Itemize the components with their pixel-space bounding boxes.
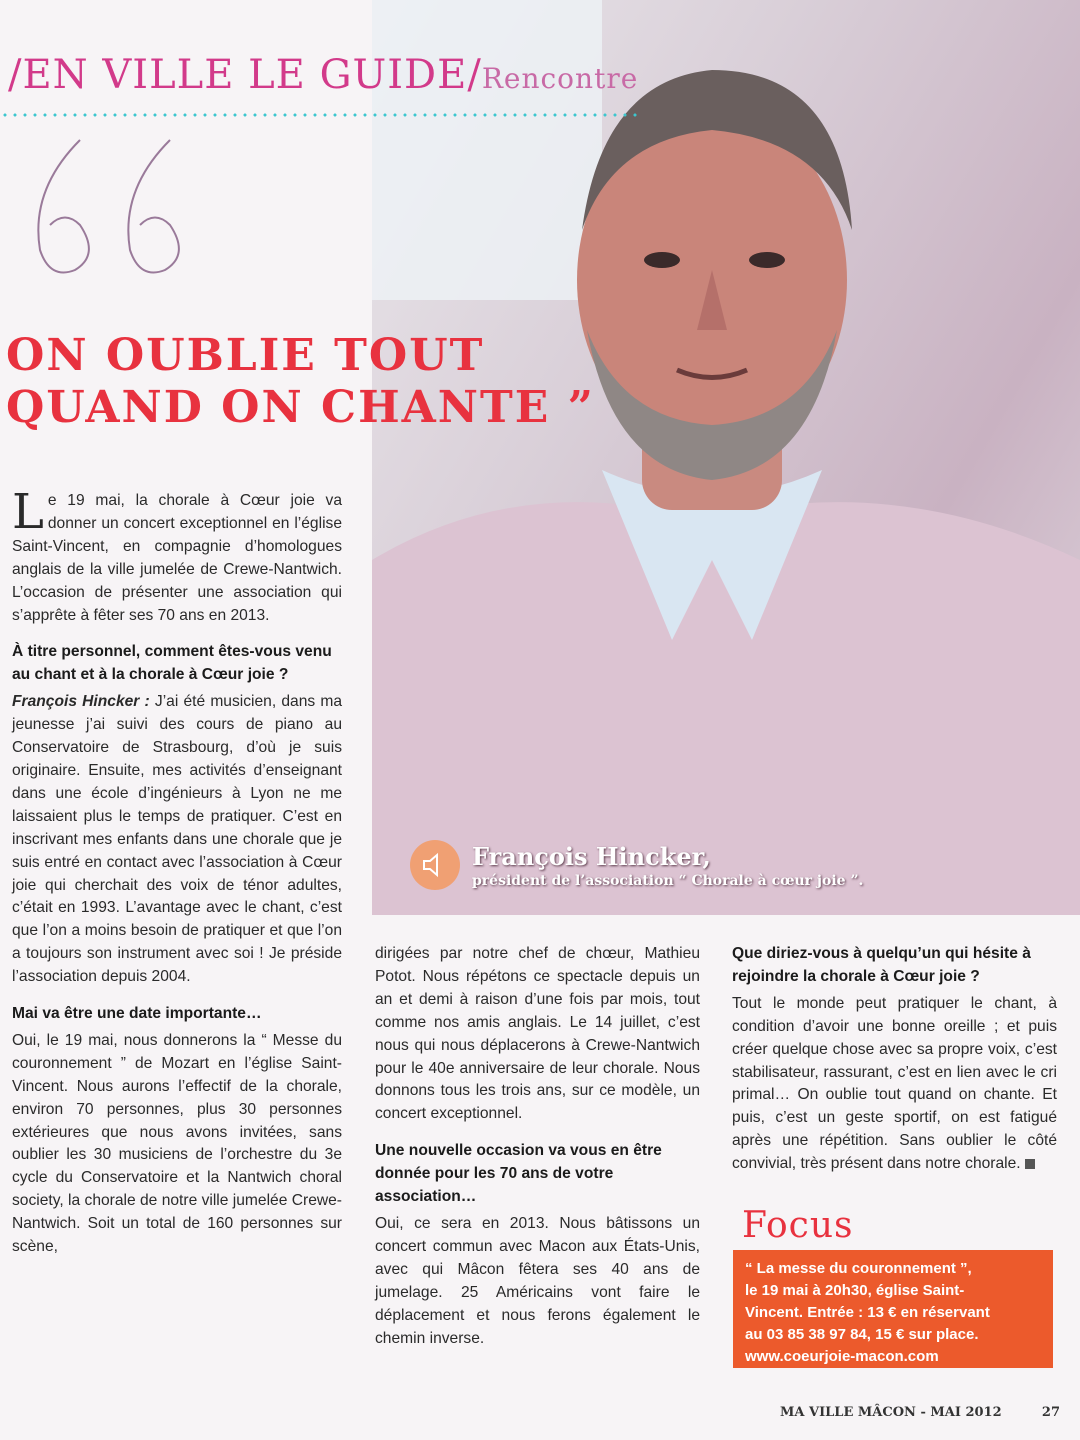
section-title: /EN VILLE LE GUIDE/ [8,52,482,98]
page-number: 27 [1041,1405,1060,1420]
caption-role: président de l’association “ Chorale à cœur joie ”. [472,873,864,889]
section-subtitle: Rencontre [481,62,639,95]
speaker-name: François Hincker : [12,693,150,711]
focus-website-link[interactable]: www.coeurjoie-macon.com [745,1348,939,1365]
focus-line: au 03 85 38 97 84, 15 € sur place. [745,1326,979,1343]
answer-1 [12,691,342,989]
answer-3: Oui, ce sera en 2013. Nous bâtissons un concert commun avec Macon aux États-Unis, avec qui Mâcon fêtera ses 40 ans de jumelage. 25 Américains vont faire le déplacement et nous ferons également le chemin inverse. [375,1214,700,1347]
answer-1-text: J’ai été musicien, dans ma jeunesse j’ai suivi des cours de piano au Conservatoire de Strasbourg, d’où je suis originaire. Ensuite, mes activités d’enseignant dans une école d’ingénieurs à Lyon ne me laissaient plus le temps de pratiquer. C’est en inscrivant mes enfants dans une chorale que je suis entré en contact avec l’association à Cœur joie qui cherchait des voix de ténor adultes, c’était en 1993. L’avantage avec le chant, c’est que l’on a moins besoin de pratiquer et que l’on a toujours son instrument avec soi ! Je préside l’association depuis 2004. [12,693,342,986]
magazine-name: MA VILLE MÂCON - MAI 2012 [780,1405,1002,1420]
portrait-photo [372,0,1080,915]
article-column-3 [732,943,1057,1190]
headline-line-1: ON OUBLIE TOUT [6,330,485,381]
question-3: Une nouvelle occasion va vous en être donnée pour les 70 ans de votre association… [375,1142,662,1206]
answer-2-part-1: Oui, le 19 mai, nous donnerons la “ Messe du couronnement ” de Mozart en l’église Saint-Vincent. Nous aurons l’effectif de la chorale, environ 70 personnes, plus 30 personnes extérieures que nous avons invitées, sans oublier les 30 musiciens de l’orchestre du 3e cycle du Conservatoire et la Nantwich choral society, la chorale de notre ville jumelée Crewe-Nantwich. Soit un total de 160 personnes sur scène, [12,1031,342,1256]
speaker-icon [410,840,460,890]
opening-quote-icon [20,130,200,290]
portrait-illustration [372,0,1080,915]
intro-text: e 19 mai, la chorale à Cœur joie va donner un concert exceptionnel en l’église Saint-Vincent, en compagnie d’homologues anglais de la ville jumelée de Crewe-Nantwich. L’occasion de présenter une association qui s’apprête à fêter ses 70 ans en 2013. [12,492,342,624]
section-header [8,52,638,98]
headline-line-2: QUAND ON CHANTE ” [6,382,595,433]
focus-title: Focus [742,1205,854,1246]
focus-line: le 19 mai à 20h30, église Saint- [745,1282,965,1299]
focus-line: “ La messe du couronnement ”, [745,1260,972,1277]
focus-line: Vincent. Entrée : 13 € en réservant [745,1304,990,1321]
drop-cap: L [12,484,44,540]
question-2: Mai va être une date importante… [12,1005,262,1023]
answer-2-part-2: dirigées par notre chef de chœur, Mathieu Potot. Nous répétons ce spectacle depuis un an et demi à raison d’une fois par mois, tout comme nos amis anglais. Le 14 juillet, c’est nous qui nous déplacerons à Crewe-Nantwich pour le 40e anniversaire de leur chorale. Nous donnons tous les trois ans, sur ce modèle, un concert exceptionnel. [375,945,700,1123]
answer-4-text: Tout le monde peut pratiquer le chant, à condition d’avoir une bonne oreille ; et puis créer quelque chose avec sa propre voix, c’est stabilisateur, rassurant, c’est en lien avec le cri primal… On oublie tout quand on chante. Et puis, c’est un geste sportif, on est fatigué après une répétition. Sans oublier le côté convivial, très présent dans notre chorale. [732,994,1057,1173]
photo-caption [410,840,863,890]
dotted-divider [0,113,640,117]
article-column-1 [12,484,342,1273]
answer-4 [732,993,1057,1176]
end-of-article-icon [1025,1159,1035,1169]
caption-name: François Hincker, [472,842,711,871]
page-footer [780,1405,1060,1420]
question-1: À titre personnel, comment êtes-vous venu au chant et à la chorale à Cœur joie ? [12,643,332,684]
intro-paragraph [12,484,342,627]
focus-box [733,1250,1053,1368]
headline [6,330,595,434]
question-4: Que diriez-vous à quelqu’un qui hésite à rejoindre la chorale à Cœur joie ? [732,945,1031,985]
article-column-2 [375,943,700,1364]
